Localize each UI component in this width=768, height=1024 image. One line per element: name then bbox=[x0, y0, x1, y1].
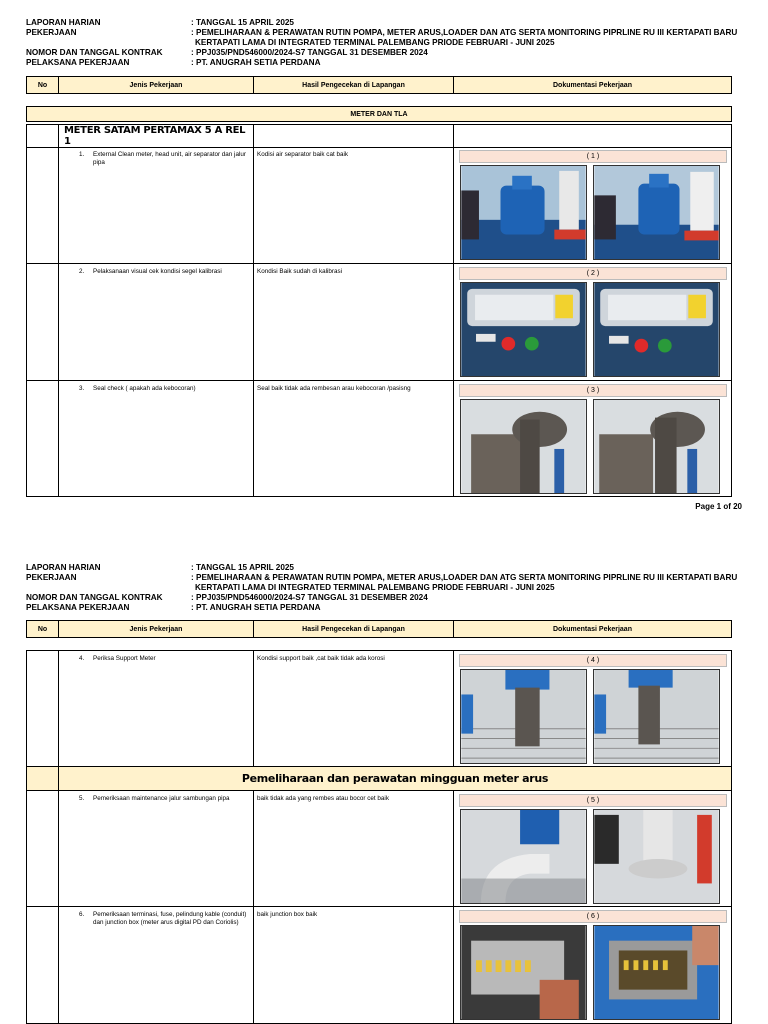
row-number: 1. bbox=[79, 151, 85, 158]
photo-tag: ( 1 ) bbox=[459, 150, 727, 163]
flange-photo bbox=[460, 399, 587, 494]
col-jenis: Jenis Pekerjaan bbox=[59, 621, 254, 637]
report-date: : TANGGAL 15 APRIL 2025 bbox=[191, 563, 294, 572]
job-desc: Periksa Support Meter bbox=[93, 655, 156, 662]
job-desc: Seal check ( apakah ada kebocoran) bbox=[93, 385, 196, 392]
label-pekerjaan: PEKERJAAN bbox=[26, 28, 77, 37]
col-hasil: Hasil Pengecekan di Lapangan bbox=[254, 77, 454, 93]
doc-cell bbox=[454, 651, 731, 766]
flange-photo bbox=[593, 399, 720, 494]
photo-tag: ( 3 ) bbox=[459, 384, 727, 397]
meter-photo bbox=[593, 165, 720, 260]
row-number: 3. bbox=[79, 385, 85, 392]
pipe-photo bbox=[593, 809, 720, 904]
row-number: 6. bbox=[79, 911, 85, 918]
table-row bbox=[26, 650, 732, 767]
result-text: Seal baik tidak ada rembesan arau kebocoran /pasisng bbox=[254, 381, 454, 496]
contract-number: : PPJ035/PND546000/2024-S7 TANGGAL 31 DESEMBER 2024 bbox=[191, 593, 428, 602]
label-laporan: LAPORAN HARIAN bbox=[26, 563, 101, 572]
section-title: METER SATAM PERTAMAX 5 A REL 1 bbox=[59, 125, 254, 147]
table-row bbox=[26, 147, 732, 264]
section-band: METER DAN TLA bbox=[26, 106, 732, 122]
job-title: : PEMELIHARAAN & PERAWATAN RUTIN POMPA, METER ARUS,LOADER DAN ATG SERTA MONITORING PIPRLINE RU III KERTAPATI BARU bbox=[191, 28, 738, 37]
col-no: No bbox=[27, 77, 59, 93]
pipe-photo bbox=[460, 809, 587, 904]
col-jenis: Jenis Pekerjaan bbox=[59, 77, 254, 93]
support-photo bbox=[593, 669, 720, 764]
table-row bbox=[26, 907, 732, 1024]
doc-cell bbox=[454, 907, 731, 1023]
photo-tag: ( 6 ) bbox=[459, 910, 727, 923]
contract-number: : PPJ035/PND546000/2024-S7 TANGGAL 31 DESEMBER 2024 bbox=[191, 48, 428, 57]
label-pelaksana: PELAKSANA PEKERJAAN bbox=[26, 603, 130, 612]
table-row bbox=[26, 264, 732, 381]
doc-cell bbox=[454, 264, 731, 380]
job-title-cont: KERTAPATI LAMA DI INTEGRATED TERMINAL PALEMBANG PRIODE FEBRUARI - JUNI 2025 bbox=[195, 583, 555, 592]
result-text: Kondisi support baik ,cat baik tidak ada korosi bbox=[254, 651, 454, 766]
job-desc: Pelaksanaan visual cek kondisi segel kalibrasi bbox=[93, 268, 222, 275]
section2-title-row bbox=[26, 767, 732, 791]
result-text: baik tidak ada yang rembes atau bocor cet baik bbox=[254, 791, 454, 906]
photo-tag: ( 4 ) bbox=[459, 654, 727, 667]
doc-cell bbox=[454, 791, 731, 906]
report-date: : TANGGAL 15 APRIL 2025 bbox=[191, 18, 294, 27]
job-title-cont: KERTAPATI LAMA DI INTEGRATED TERMINAL PALEMBANG PRIODE FEBRUARI - JUNI 2025 bbox=[195, 38, 555, 47]
junction-box-photo bbox=[460, 925, 587, 1020]
doc-cell bbox=[454, 381, 731, 496]
junction-box-photo bbox=[593, 925, 720, 1020]
seal-photo bbox=[593, 282, 720, 377]
page-number: Page 1 of 20 bbox=[695, 502, 742, 511]
table-row bbox=[26, 791, 732, 907]
label-kontrak: NOMOR DAN TANGGAL KONTRAK bbox=[26, 593, 163, 602]
contractor-name: : PT. ANUGRAH SETIA PERDANA bbox=[191, 58, 321, 67]
label-pekerjaan: PEKERJAAN bbox=[26, 573, 77, 582]
row-number: 2. bbox=[79, 268, 85, 275]
result-text: Kondisi Baik sudah di kalibrasi bbox=[254, 264, 454, 380]
report-header-page2 bbox=[26, 563, 746, 613]
row-number: 4. bbox=[79, 655, 85, 662]
section2-title: Pemeliharaan dan perawatan mingguan meter arus bbox=[241, 772, 549, 785]
section-title-row bbox=[26, 124, 732, 148]
result-text: Kodisi air separator baik cat baik bbox=[254, 147, 454, 263]
support-photo bbox=[460, 669, 587, 764]
job-desc: Pemeriksaan maintenance jalur sambungan pipa bbox=[93, 795, 230, 802]
label-laporan: LAPORAN HARIAN bbox=[26, 18, 101, 27]
photo-tag: ( 2 ) bbox=[459, 267, 727, 280]
col-hasil: Hasil Pengecekan di Lapangan bbox=[254, 621, 454, 637]
table-row bbox=[26, 381, 732, 497]
job-desc: Pemeriksaan terminasi, fuse, pelindung kable (conduit) dan junction box (meter arus digital PD dan Coriolis) bbox=[93, 911, 247, 926]
table-header bbox=[26, 76, 732, 94]
doc-cell bbox=[454, 147, 731, 263]
job-desc: External Clean meter, head unit, air separator dan jalur pipa bbox=[93, 151, 246, 166]
job-title: : PEMELIHARAAN & PERAWATAN RUTIN POMPA, METER ARUS,LOADER DAN ATG SERTA MONITORING PIPRLINE RU III KERTAPATI BARU bbox=[191, 573, 738, 582]
result-text: baik junction box baik bbox=[254, 907, 454, 1023]
label-kontrak: NOMOR DAN TANGGAL KONTRAK bbox=[26, 48, 163, 57]
photo-tag: ( 5 ) bbox=[459, 794, 727, 807]
col-dokumentasi: Dokumentasi Pekerjaan bbox=[553, 81, 632, 89]
contractor-name: : PT. ANUGRAH SETIA PERDANA bbox=[191, 603, 321, 612]
col-dokumentasi: Dokumentasi Pekerjaan bbox=[553, 625, 632, 633]
row-number: 5. bbox=[79, 795, 85, 802]
seal-photo bbox=[460, 282, 587, 377]
report-header bbox=[26, 18, 746, 68]
label-pelaksana: PELAKSANA PEKERJAAN bbox=[26, 58, 130, 67]
table-header bbox=[26, 620, 732, 638]
col-no: No bbox=[27, 621, 59, 637]
meter-photo bbox=[460, 165, 587, 260]
